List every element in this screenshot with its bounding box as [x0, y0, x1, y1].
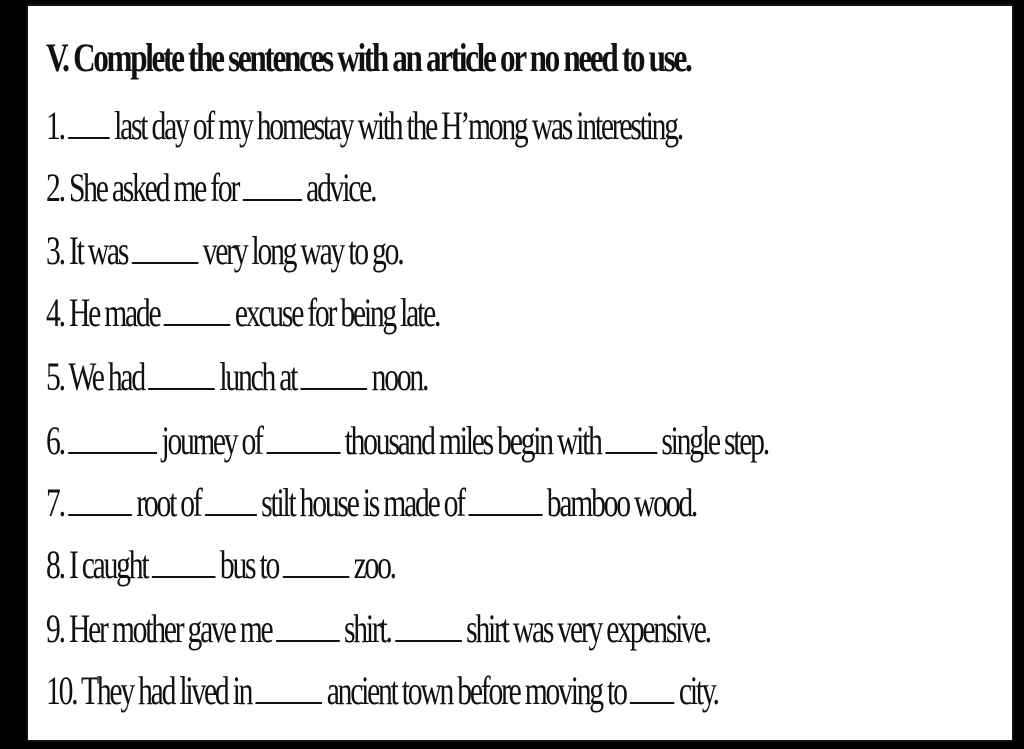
answer-blank[interactable]	[205, 484, 257, 516]
sentence-1: 1. last day of my homestay with the H’mong was interesting.	[46, 103, 682, 148]
sentence-number: 7.	[46, 480, 64, 525]
worksheet	[26, 4, 1014, 742]
answer-blank[interactable]	[256, 672, 323, 704]
exercise-title: V. Complete the sentences with an article or no need to use.	[46, 35, 691, 80]
answer-blank[interactable]	[68, 484, 132, 516]
answer-blank[interactable]	[283, 546, 350, 578]
sentence-10: 10. They had lived in ancient town before moving to city.	[46, 668, 718, 713]
sentence-5: 5. We had lunch at noon.	[46, 354, 428, 399]
sentence-number: 5.	[46, 354, 64, 399]
answer-blank[interactable]	[395, 610, 462, 642]
answer-blank[interactable]	[276, 610, 340, 642]
answer-blank[interactable]	[148, 358, 215, 390]
sentence-8: 8. I caught bus to zoo.	[46, 542, 395, 587]
sentence-number: 3.	[46, 228, 64, 273]
sentence-7: 7. root of stilt house is made of bamboo wood.	[46, 480, 697, 525]
answer-blank[interactable]	[152, 546, 216, 578]
answer-blank[interactable]	[605, 422, 657, 454]
sentence-number: 2.	[46, 165, 64, 210]
sentence-number: 6.	[46, 418, 64, 463]
sentence-2: 2. She asked me for advice.	[46, 165, 376, 210]
sentence-number: 8.	[46, 542, 64, 587]
sentence-4: 4. He made excuse for being late.	[46, 290, 440, 335]
sentence-3: 3. It was very long way to go.	[46, 228, 403, 273]
sentence-number: 1.	[46, 103, 64, 148]
answer-blank[interactable]	[243, 169, 302, 201]
answer-blank[interactable]	[68, 107, 109, 139]
answer-blank[interactable]	[630, 672, 674, 704]
sentence-6: 6. journey of thousand miles begin with single step.	[46, 418, 768, 463]
sentence-number: 9.	[46, 606, 64, 651]
answer-blank[interactable]	[132, 232, 199, 264]
sentence-number: 4.	[46, 290, 64, 335]
answer-blank[interactable]	[68, 422, 157, 454]
sentence-number: 10.	[46, 668, 77, 713]
answer-blank[interactable]	[468, 484, 542, 516]
answer-blank[interactable]	[164, 294, 231, 326]
sentence-9: 9. Her mother gave me shirt. shirt was very expensive.	[46, 606, 710, 651]
answer-blank[interactable]	[301, 358, 368, 390]
answer-blank[interactable]	[266, 422, 340, 454]
